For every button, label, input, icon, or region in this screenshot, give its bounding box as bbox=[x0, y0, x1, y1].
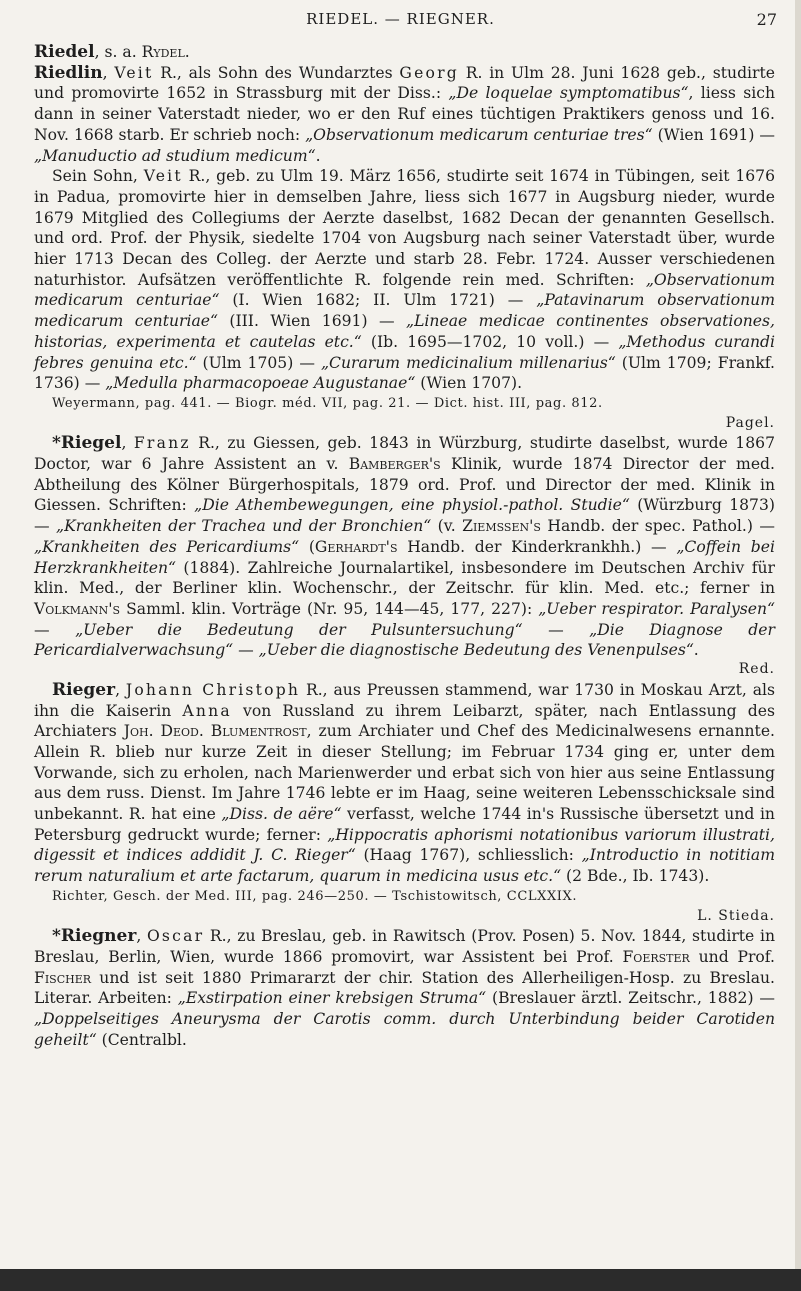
person-name: Oscar bbox=[146, 927, 205, 946]
page-header bbox=[0, 10, 801, 36]
work-title: „Curarum medicinalium millenarius“ bbox=[320, 353, 616, 372]
author-signature: L. Stieda. bbox=[697, 907, 775, 924]
work-title: „Ueber respirator. Paralysen“ bbox=[538, 599, 775, 618]
work-title: „De loquelae symptomatibus“ bbox=[448, 84, 689, 103]
headword: *Riegel bbox=[52, 433, 122, 454]
author-signature: Pagel. bbox=[725, 414, 775, 431]
work-title: „Lineae medicae continentes observationes, historias, experimenta et cautelas etc.“ bbox=[34, 312, 775, 351]
work-title: „Ueber die diagnostische Bedeutung des Venenpulses“ bbox=[258, 641, 694, 660]
work-title: „Methodus curandi febres genuina etc.“ bbox=[34, 332, 776, 372]
work-title: „Die Diagnose der Pericardialverwachsung“ bbox=[34, 620, 775, 660]
person-name: Georg bbox=[399, 63, 459, 82]
entry-riedel: Riedel, s. a. Rydel. bbox=[34, 42, 190, 62]
work-title: „Hippocratis aphorismi notationibus variorum illustrati, digessit et indices addidit J. C. Rieger“ bbox=[34, 825, 775, 865]
scan-edge bbox=[795, 0, 801, 1291]
source-references: Richter, Gesch. der Med. III, pag. 246—250. — Tschistowitsch, CCLXXIX. bbox=[52, 888, 578, 904]
person-name: Veit bbox=[143, 167, 183, 186]
work-title: „Coffein bei Herzkrankheiten“ bbox=[34, 537, 775, 577]
page-number: 27 bbox=[756, 10, 777, 29]
entry-riedlin-son: Sein Sohn, Veit R., geb. zu Ulm 19. März 1656, studirte seit 1674 in Tübingen, seit 1676 in Padua, promovirte hier in demselben Jahre, liess sich 1677 in Augsburg nieder, wurde 1679 Mitglied des Collegiums der Aerzte daselbst, 1682 Decan der genannten Gesellsch. und ord. Prof. der Physik, siedelte 1704 von Augsburg nach seiner Vaterstadt über, wurde hier 1713 Decan des Colleg. der Aerzte und starb 28. Febr. 1724. Ausser verschiedenen naturhistor. Aufsätzen veröffentlichte R. folgende rein med. Schriften: „Observationum medicarum centuriae“ (I. Wien 1682; II. Ulm 1721) — „Patavinarum observationum medicarum centuriae“ (III. Wien 1691) — „Lineae medicae continentes observationes, historias, experimenta et cautelas etc.“ (Ib. 1695—1702, 10 voll.) — „Methodus curandi febres genuina etc.“ (Ulm 1705) — „Curarum medicinalium millenarius“ (Ulm 1709; Frankf. 1736) — „Medulla pharmacopoeae Augustanae“ (Wien 1707). bbox=[34, 167, 776, 393]
work-title: „Observationum medicarum centuriae tres“ bbox=[305, 125, 653, 144]
entry-riedlin: Riedlin, Veit R., als Sohn des Wundarztes Georg R. in Ulm 28. Juni 1628 geb., studirte und promovirte 1652 in Strassburg mit der Diss.: „De loquelae symptomatibus“, liess sich dann in seiner Vaterstadt nieder, wo er den Ruf eines tüchtigen Praktikers genoss und 16. Nov. 1668 starb. Er schrieb noch: „Observationum medicarum centuriae tres“ (Wien 1691) — „Manuductio ad studium medicum“. bbox=[34, 62, 775, 165]
entry-rieger: Rieger, Johann Christoph R., aus Preussen stammend, war 1730 in Moskau Arzt, als ihn die Kaiserin Anna von Russland zu ihrem Leibarzt, später, nach Entlassung des Archiaters Joh. Deod. Blumentrost, zum Archiater und Chef des Medicinalwesens ernannte. Allein R. blieb nur kurze Zeit in dieser Stellung; im Februar 1734 ging er, unter dem Vorwande, sich zu erholen, nach Marienwerder und erbat sich von hier aus seine Entlassung aus dem russ. Dienst. Im Jahre 1746 lebte er im Haag, seine weiteren Lebensschicksale sind unbekannt. R. hat eine „Diss. de aëre“ verfasst, welche 1744 in's Russische übersetzt und in Petersburg gedruckt wurde; ferner: „Hippocratis aphorismi notationibus variorum illustrati, digessit et indices addidit J. C. Rieger“ (Haag 1767), schliesslich: „Introductio in notitiam rerum naturalium et arte factarum, quarum in medicina usus etc.“ (2 Bde., Ib. 1743). bbox=[34, 679, 776, 886]
person-name: Johann Christoph bbox=[125, 680, 301, 699]
work-title: „Ueber die Bedeutung der Pulsuntersuchung“ bbox=[75, 620, 523, 639]
headword: Riedlin bbox=[34, 62, 103, 83]
cross-reference: Rydel bbox=[141, 43, 185, 61]
person-name: Anna bbox=[182, 701, 232, 720]
work-title: „Patavinarum observationum medicarum centuriae“ bbox=[34, 291, 775, 331]
person-name: Franz bbox=[133, 434, 191, 453]
headword: Riedel bbox=[34, 42, 95, 62]
dictionary-text bbox=[34, 42, 775, 1050]
entry-riegner: *Riegner, Oscar R., zu Breslau, geb. in Rawitsch (Prov. Posen) 5. Nov. 1844, studirte in Breslau, Berlin, Wien, wurde 1866 promovirt, war Assistent bei Prof. Foerster und Prof. Fischer und ist seit 1880 Primararzt der chir. Station des Allerheiligen-Hosp. zu Breslau. Literar. Arbeiten: „Exstirpation einer krebsigen Struma“ (Breslauer ärztl. Zeitschr., 1882) — „Doppelseitiges Aneurysma der Carotis comm. durch Unterbindung beider Carotiden geheilt“ (Centralbl. bbox=[34, 926, 776, 1049]
person-reference: Volkmann's bbox=[34, 599, 121, 618]
person-reference: Gerhardt's bbox=[314, 537, 398, 556]
work-title: „Doppelseitiges Aneurysma der Carotis comm. durch Unterbindung beider Carotiden geheilt“ bbox=[34, 1010, 775, 1049]
work-title: „Observationum medicarum centuriae“ bbox=[34, 270, 775, 310]
scan-bottom-border bbox=[0, 1269, 801, 1291]
person-reference: Fischer bbox=[34, 968, 92, 987]
work-title: „Die Athembewegungen, eine physiol.-pathol. Studie“ bbox=[194, 496, 630, 515]
author-signature: Red. bbox=[738, 661, 775, 678]
entry-riegel: *Riegel, Franz R., zu Giessen, geb. 1843 in Würzburg, studirte daselbst, wurde 1867 Doctor, war 6 Jahre Assistent an v. Bamberger's Klinik, wurde 1874 Director der med. Abtheilung des Kölner Bürgerhospitals, 1879 ord. Prof. und Director der med. Klinik in Giessen. Schriften: „Die Athembewegungen, eine physiol.-pathol. Studie“ (Würzburg 1873) — „Krankheiten der Trachea und der Bronchien“ (v. Ziemssen's Handb. der spec. Pathol.) — „Krankheiten des Pericardiums“ (Gerhardt's Handb. der Kinderkrankhh.) — „Coffein bei Herzkrankheiten“ (1884). Zahlreiche Journalartikel, insbesondere im Deutschen Archiv für klin. Med., der Berliner klin. Wochenschr., der Zeitschr. für klin. Med. etc.; ferner in Volkmann's Samml. klin. Vorträge (Nr. 95, 144—45, 177, 227): „Ueber respirator. Paralysen“ — „Ueber die Bedeutung der Pulsuntersuchung“ — „Die Diagnose der Pericardialverwachsung“ — „Ueber die diagnostische Bedeutung des Venenpulses“. bbox=[34, 433, 775, 660]
person-reference: Ziemssen's bbox=[462, 517, 541, 536]
work-title: „Medulla pharmacopoeae Augustanae“ bbox=[105, 374, 416, 393]
source-references: Weyermann, pag. 441. — Biogr. méd. VII, pag. 21. — Dict. hist. III, pag. 812. bbox=[52, 395, 603, 411]
work-title: „Krankheiten der Trachea und der Bronchien“ bbox=[56, 517, 432, 536]
person-reference: Bamberger's bbox=[348, 455, 441, 474]
person-reference: Foerster bbox=[622, 947, 690, 966]
headword: Rieger bbox=[52, 679, 116, 700]
running-head: RIEDEL. — RIEGNER. bbox=[306, 10, 495, 28]
work-title: „Manuductio ad studium medicum“ bbox=[34, 146, 316, 165]
person-reference: Joh. Deod. Blumentrost bbox=[123, 722, 307, 741]
person-name: Veit bbox=[114, 63, 154, 82]
work-title: „Exstirpation einer krebsigen Struma“ bbox=[177, 989, 487, 1008]
work-title: „Krankheiten des Pericardiums“ bbox=[34, 537, 300, 556]
work-title: „Diss. de aëre“ bbox=[221, 805, 342, 824]
work-title: „Introductio in notitiam rerum naturalium et arte factarum, quarum in medicina usus etc.“ bbox=[34, 846, 775, 886]
headword: *Riegner bbox=[52, 926, 137, 947]
